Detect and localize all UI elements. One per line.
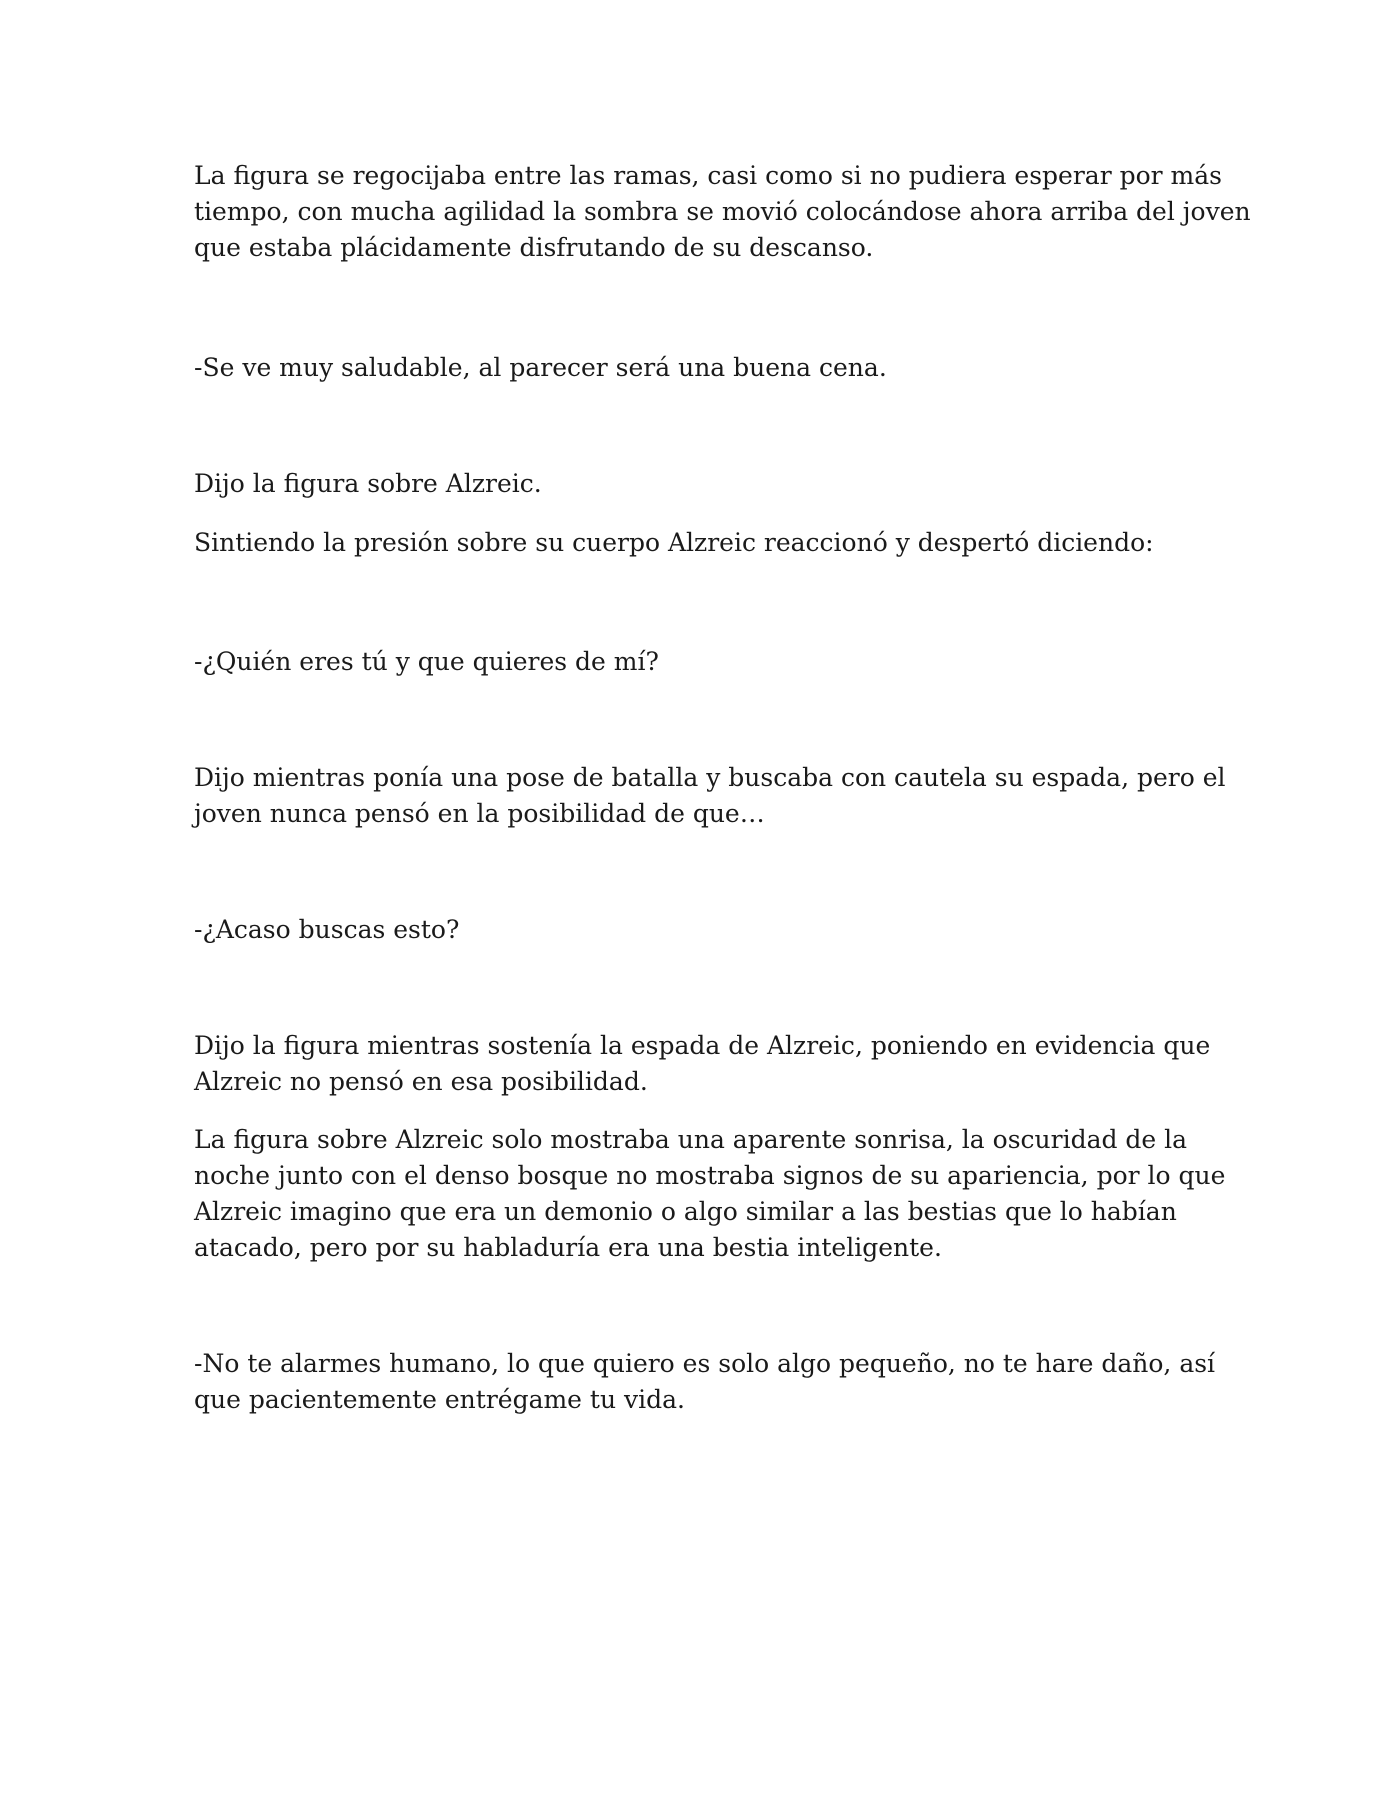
paragraph: Dijo mientras ponía una pose de batalla y buscaba con cautela su espada, pero el joven nunca pensó en la posibilidad de que… <box>194 763 1226 828</box>
paragraph: La figura se regocijaba entre las ramas, casi como si no pudiera esperar por más tiempo, con mucha agilidad la sombra se movió colocándose ahora arriba del joven que estaba plácidamente disfrutando de su descanso. <box>194 161 1251 262</box>
dialogue-line: -Se ve muy saludable, al parecer será una buena cena. <box>194 353 887 382</box>
dialogue-line: -¿Acaso buscas esto? <box>194 915 460 944</box>
dialogue-line: -No te alarmes humano, lo que quiero es solo algo pequeño, no te hare daño, así que pacientemente entrégame tu vida. <box>194 1349 1216 1414</box>
paragraph: La figura sobre Alzreic solo mostraba una aparente sonrisa, la oscuridad de la noche junto con el denso bosque no mostraba signos de su apariencia, por lo que Alzreic imagino que era un demonio o algo similar a las bestias que lo habían atacado, pero por su habladuría era una bestia inteligente. <box>194 1125 1226 1262</box>
paragraph: Sintiendo la presión sobre su cuerpo Alzreic reaccionó y despertó diciendo: <box>194 528 1154 557</box>
dialogue-line: -¿Quién eres tú y que quieres de mí? <box>194 647 659 676</box>
paragraph: Dijo la figura mientras sostenía la espada de Alzreic, poniendo en evidencia que Alzreic no pensó en esa posibilidad. <box>194 1031 1211 1096</box>
paragraph: Dijo la figura sobre Alzreic. <box>194 469 542 498</box>
